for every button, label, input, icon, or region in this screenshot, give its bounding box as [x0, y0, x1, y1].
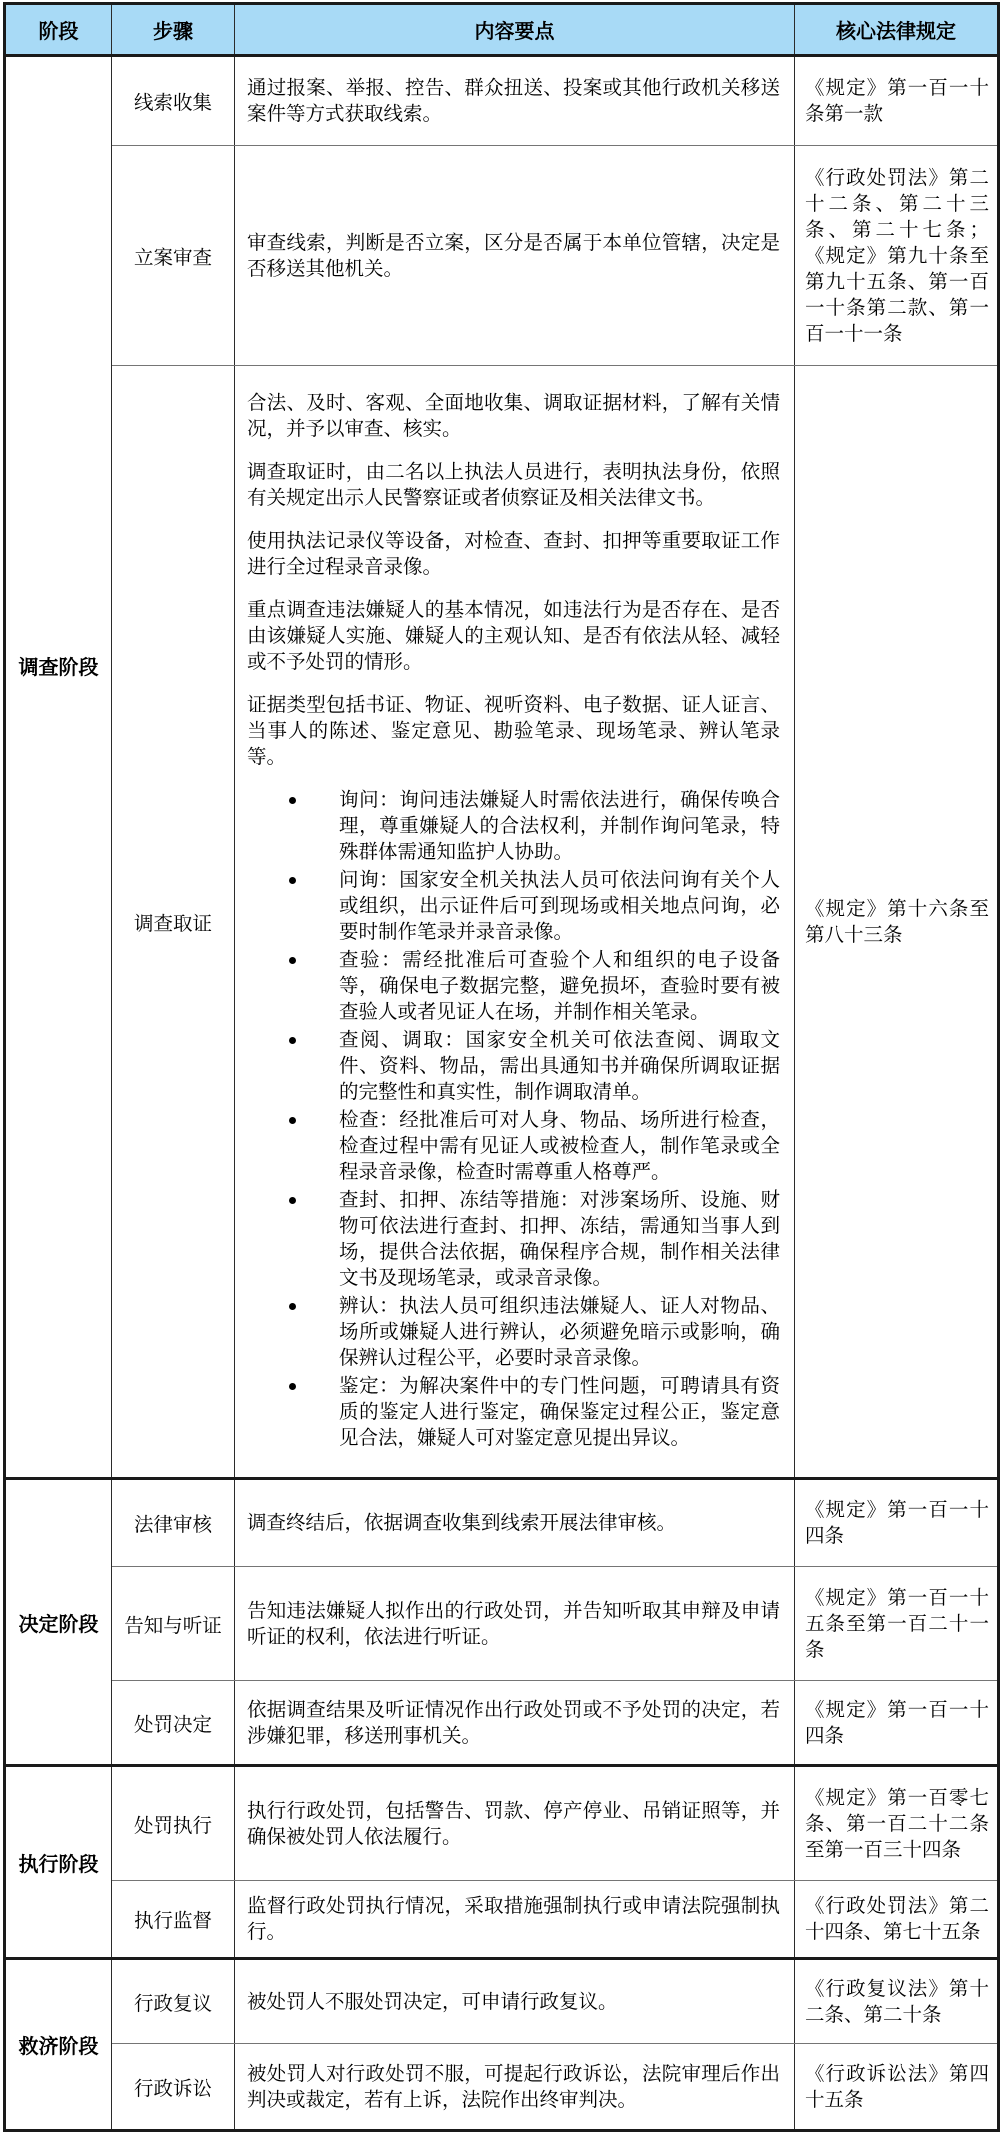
bullet-icon [289, 1303, 296, 1310]
legal-penalty-execution: 《规定》第一百零七条、第一百二十二条至第一百三十四条 [795, 1766, 999, 1881]
step-penalty-execution: 处罚执行 [112, 1766, 235, 1881]
row-clue-collection [5, 56, 999, 146]
row-case-filing-review [5, 146, 999, 366]
list-item [247, 1373, 780, 1451]
bullet-icon [289, 877, 296, 884]
list-item-text: 查验：需经批准后可查验个人和组织的电子设备等，确保电子数据完整，避免损坏，查验时要有被查验人或者见证人在场，并制作相关笔录。 [339, 949, 780, 1023]
paragraph: 调查取证时，由二名以上执法人员进行，表明执法身份，依照有关规定出示人民警察证或者侦察证及相关法律文书。 [247, 461, 780, 509]
step-administrative-litigation: 行政诉讼 [112, 2044, 235, 2131]
stage-cell-investigation: 调查阶段 [5, 56, 112, 1479]
paragraph: 告知违法嫌疑人拟作出的行政处罚，并告知听取其申辩及申请听证的权利，依法进行听证。 [247, 1599, 780, 1648]
content-investigation-evidence [235, 366, 795, 1479]
row-administrative-reconsideration [5, 1959, 999, 2044]
content-clue-collection [235, 56, 795, 146]
content-penalty-execution [235, 1766, 795, 1881]
list-item-text: 查封、扣押、冻结等措施：对涉案场所、设施、财物可依法进行查封、扣押、冻结，需通知当事人到场，提供合法依据，确保程序合规，制作相关法律文书及现场笔录，或录音录像。 [339, 1189, 780, 1289]
legal-penalty-decision: 《规定》第一百一十四条 [795, 1681, 999, 1766]
header-step: 步骤 [112, 4, 235, 56]
content-execution-supervision [235, 1881, 795, 1959]
bullet-icon [289, 797, 296, 804]
legal-investigation-evidence: 《规定》第十六条至第八十三条 [795, 366, 999, 1479]
step-penalty-decision: 处罚决定 [112, 1681, 235, 1766]
evidence-measures-list [247, 787, 780, 1451]
step-administrative-reconsideration: 行政复议 [112, 1959, 235, 2044]
list-item-text: 查阅、调取：国家安全机关可依法查阅、调取文件、资料、物品，需出具通知书并确保所调取证据的完整性和真实性，制作调取清单。 [339, 1029, 780, 1103]
law-enforcement-procedure-table [3, 2, 1000, 2132]
paragraph: 证据类型包括书证、物证、视听资料、电子数据、证人证言、当事人的陈述、鉴定意见、勘验笔录、现场笔录、辨认笔录等。 [247, 694, 780, 768]
list-item-text: 鉴定：为解决案件中的专门性问题，可聘请具有资质的鉴定人进行鉴定，确保鉴定过程公正，鉴定意见合法，嫌疑人可对鉴定意见提出异议。 [339, 1375, 780, 1449]
bullet-icon [289, 1197, 296, 1204]
list-item [247, 1027, 780, 1105]
step-notification-hearing: 告知与听证 [112, 1567, 235, 1681]
header-legal: 核心法律规定 [795, 4, 999, 56]
header-stage: 阶段 [5, 4, 112, 56]
list-item [247, 947, 780, 1025]
row-penalty-execution [5, 1766, 999, 1881]
list-item [247, 1293, 780, 1371]
content-administrative-litigation [235, 2044, 795, 2131]
row-investigation-evidence [5, 366, 999, 1479]
stage-cell-remedy: 救济阶段 [5, 1959, 112, 2131]
legal-legal-review: 《规定》第一百一十四条 [795, 1479, 999, 1567]
stage-cell-decision: 决定阶段 [5, 1479, 112, 1766]
list-item [247, 867, 780, 945]
legal-clue-collection: 《规定》第一百一十条第一款 [795, 56, 999, 146]
bullet-icon [289, 1117, 296, 1124]
step-clue-collection: 线索收集 [112, 56, 235, 146]
paragraph: 使用执法记录仪等设备，对检查、查封、扣押等重要取证工作进行全过程录音录像。 [247, 530, 780, 578]
content-notification-hearing [235, 1567, 795, 1681]
header-content: 内容要点 [235, 4, 795, 56]
paragraph: 被处罚人对行政处罚不服，可提起行政诉讼，法院审理后作出判决或裁定，若有上诉，法院作出终审判决。 [247, 2062, 780, 2111]
paragraph: 监督行政处罚执行情况，采取措施强制执行或申请法院强制执行。 [247, 1895, 780, 1943]
bullet-icon [289, 957, 296, 964]
row-administrative-litigation [5, 2044, 999, 2131]
row-legal-review [5, 1479, 999, 1567]
step-legal-review: 法律审核 [112, 1479, 235, 1567]
paragraph: 依据调查结果及听证情况作出行政处罚或不予处罚的决定，若涉嫌犯罪，移送刑事机关。 [247, 1698, 780, 1747]
step-execution-supervision: 执行监督 [112, 1881, 235, 1959]
content-case-filing-review [235, 146, 795, 366]
content-legal-review [235, 1479, 795, 1567]
list-item [247, 787, 780, 865]
stage-cell-execution: 执行阶段 [5, 1766, 112, 1959]
content-administrative-reconsideration [235, 1959, 795, 2044]
list-item-text: 询问：询问违法嫌疑人时需依法进行，确保传唤合理，尊重嫌疑人的合法权利，并制作询问笔录，特殊群体需通知监护人协助。 [339, 789, 780, 863]
legal-administrative-litigation: 《行政诉讼法》第四十五条 [795, 2044, 999, 2131]
list-item-text: 辨认：执法人员可组织违法嫌疑人、证人对物品、场所或嫌疑人进行辨认，必须避免暗示或影响，确保辨认过程公平，必要时录音录像。 [339, 1295, 780, 1369]
bullet-icon [289, 1037, 296, 1044]
legal-case-filing-review: 《行政处罚法》第二十二条、第二十三条、第二十七条；《规定》第九十条至第九十五条、第一百一十条第二款、第一百一十一条 [795, 146, 999, 366]
paragraph: 执行行政处罚，包括警告、罚款、停产停业、吊销证照等，并确保被处罚人依法履行。 [247, 1799, 780, 1848]
paragraph: 合法、及时、客观、全面地收集、调取证据材料，了解有关情况，并予以审查、核实。 [247, 392, 780, 440]
legal-administrative-reconsideration: 《行政复议法》第十二条、第二十条 [795, 1959, 999, 2044]
list-item [247, 1107, 780, 1185]
legal-execution-supervision: 《行政处罚法》第二十四条、第七十五条 [795, 1881, 999, 1959]
paragraph: 审查线索，判断是否立案，区分是否属于本单位管辖，决定是否移送其他机关。 [247, 231, 780, 280]
list-item [247, 1187, 780, 1291]
paragraph: 重点调查违法嫌疑人的基本情况，如违法行为是否存在、是否由该嫌疑人实施、嫌疑人的主观认知、是否有依法从轻、减轻或不予处罚的情形。 [247, 599, 780, 673]
step-case-filing-review: 立案审查 [112, 146, 235, 366]
bullet-icon [289, 1383, 296, 1390]
list-item-text: 检查：经批准后可对人身、物品、场所进行检查，检查过程中需有见证人或被检查人，制作笔录或全程录音录像，检查时需尊重人格尊严。 [339, 1109, 780, 1183]
header-row [5, 4, 999, 56]
legal-notification-hearing: 《规定》第一百一十五条至第一百二十一条 [795, 1567, 999, 1681]
row-penalty-decision [5, 1681, 999, 1766]
paragraph: 调查终结后，依据调查收集到线索开展法律审核。 [247, 1512, 677, 1534]
list-item-text: 问询：国家安全机关执法人员可依法问询有关个人或组织，出示证件后可到现场或相关地点问询，必要时制作笔录并录音录像。 [339, 869, 780, 943]
content-penalty-decision [235, 1681, 795, 1766]
step-investigation-evidence: 调查取证 [112, 366, 235, 1479]
row-execution-supervision [5, 1881, 999, 1959]
paragraph: 被处罚人不服处罚决定，可申请行政复议。 [247, 1990, 618, 2013]
paragraph: 通过报案、举报、控告、群众扭送、投案或其他行政机关移送案件等方式获取线索。 [247, 77, 780, 125]
row-notification-hearing [5, 1567, 999, 1681]
